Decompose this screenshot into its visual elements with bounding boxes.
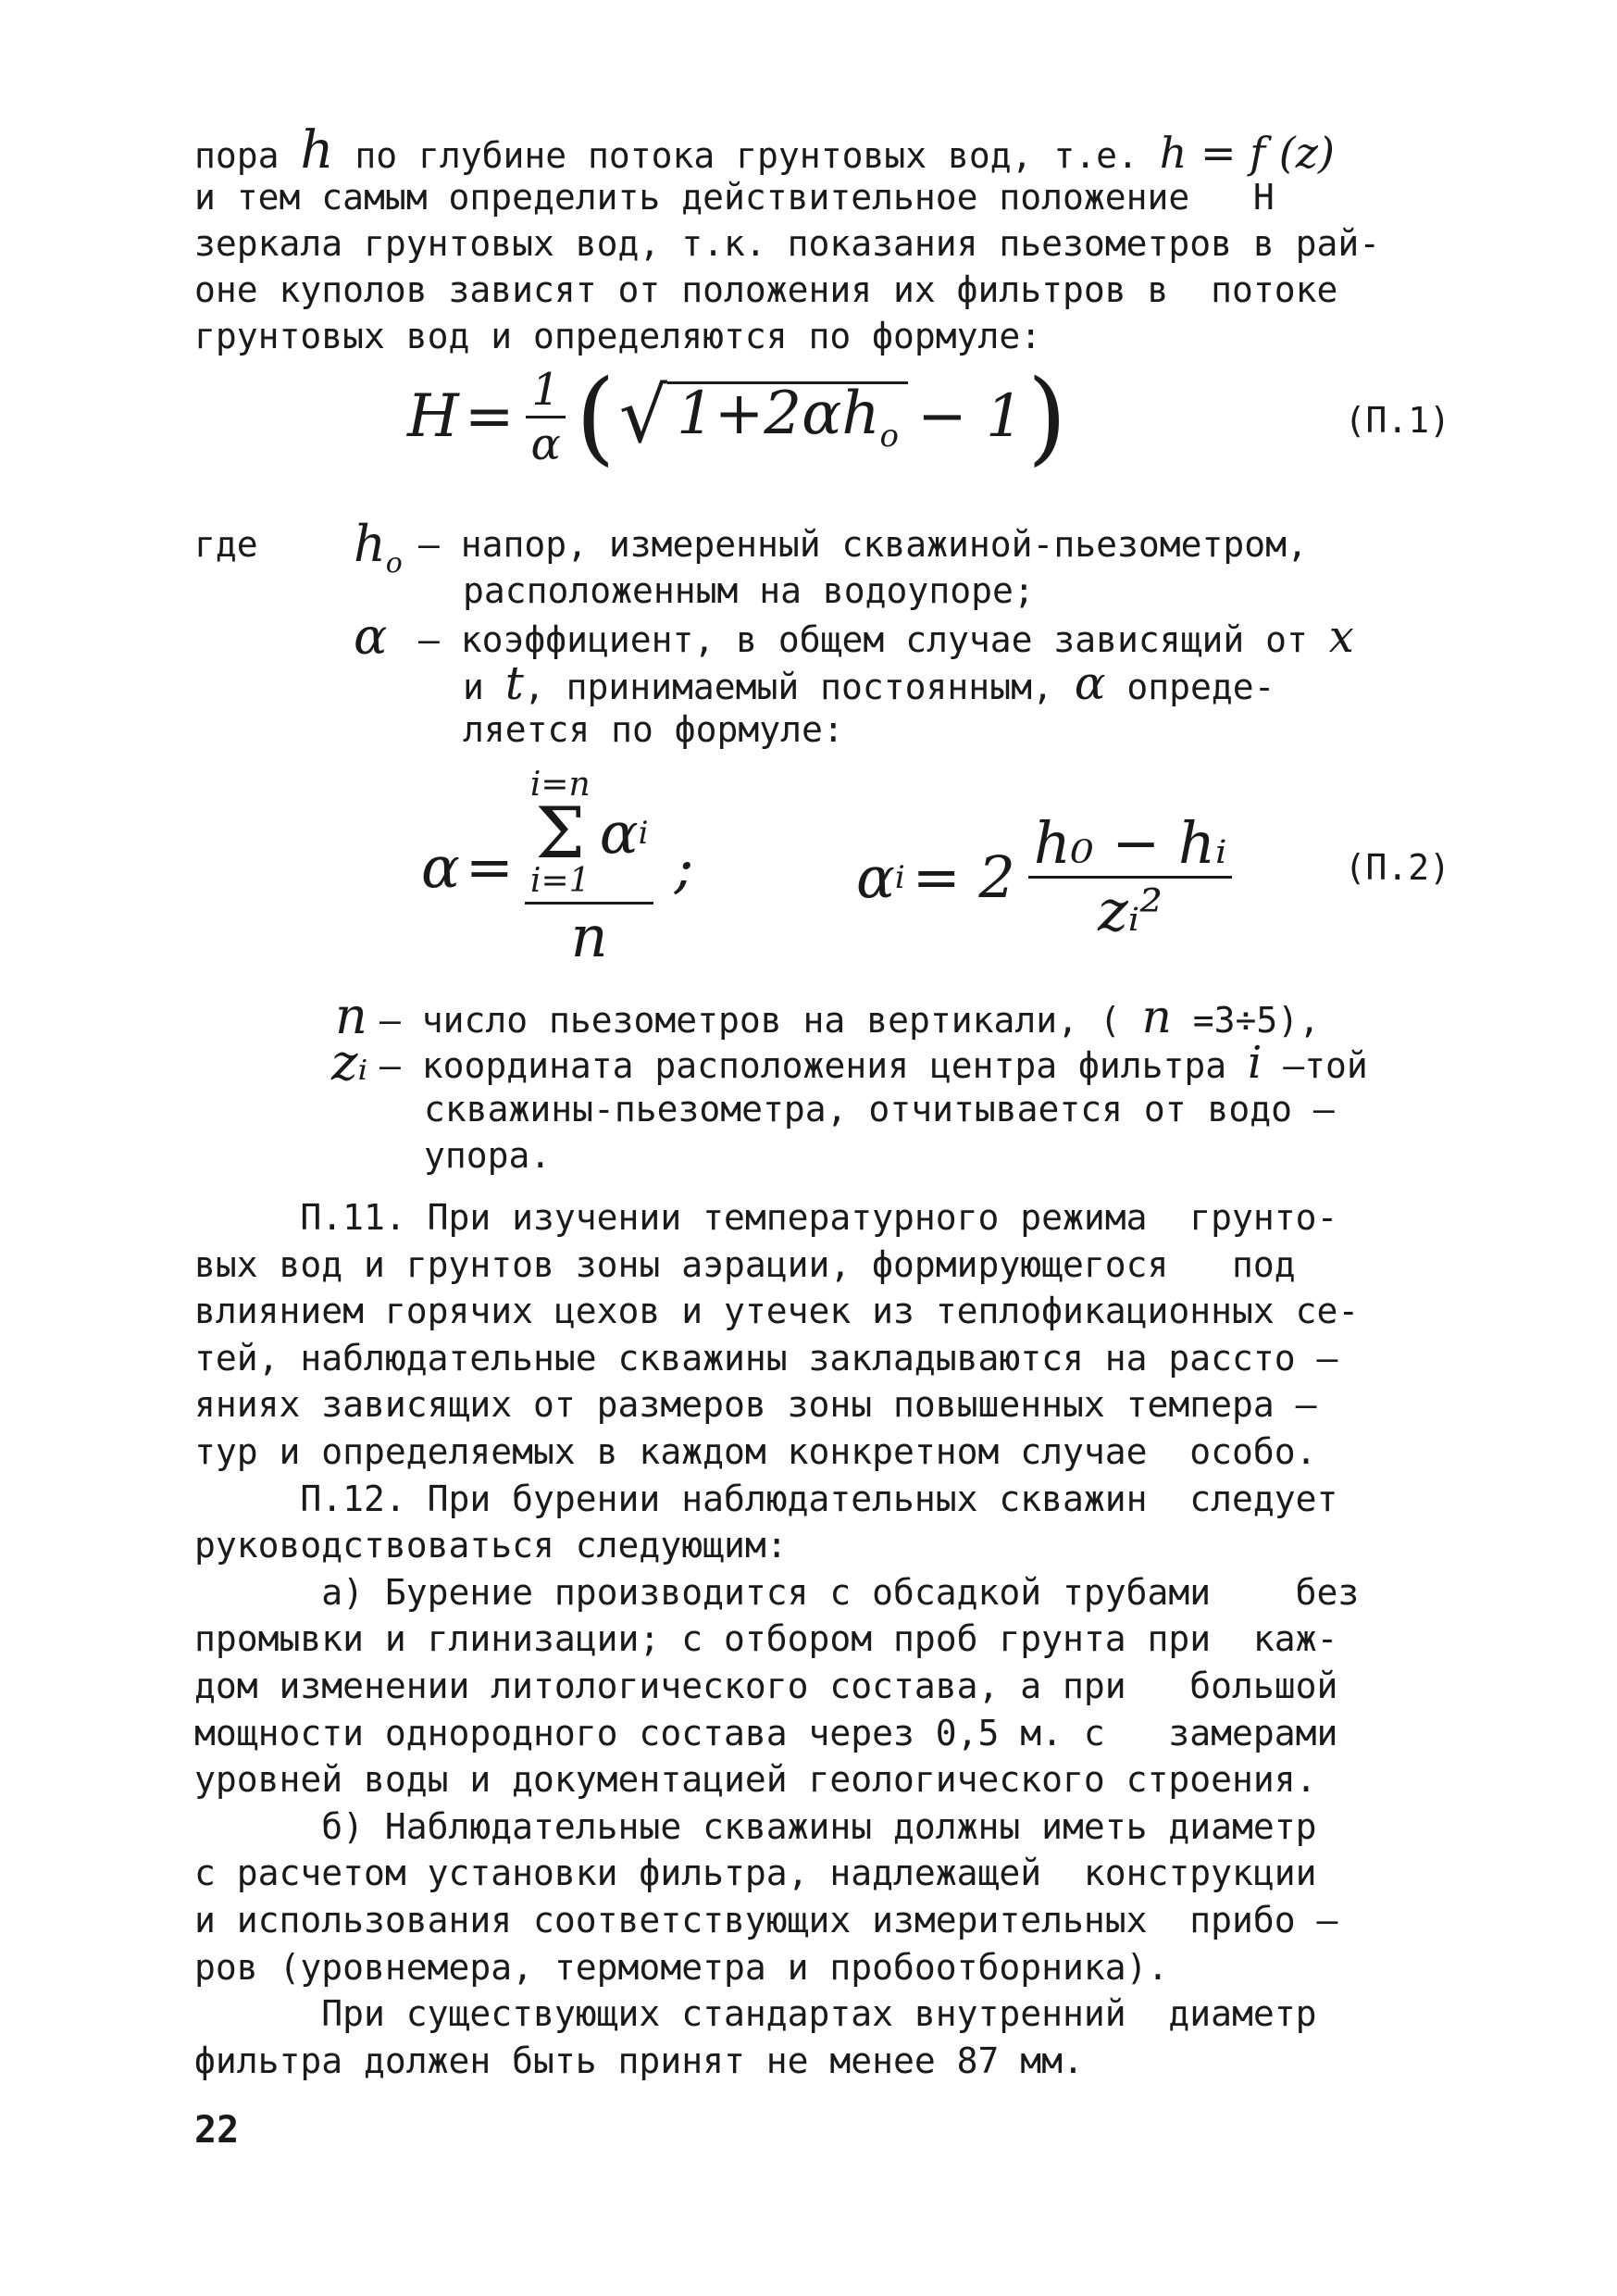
def-symbol-h0: $h_o$ [354,515,403,580]
text-line-body-9: а) Бурение производится с обсадкой трубами без [194,1571,1360,1613]
def-symbol-alpha: α [354,607,388,666]
text-line-body-3: влиянием горячих цехов и утечек из теплофикационных се- [194,1291,1360,1332]
math-radicand: 1+2αh [677,380,880,449]
math-x: x [1328,611,1354,663]
math-h: h [300,120,334,181]
text-line-body-19: фильтра должен быть принят не менее 87 мм. [194,2040,1084,2081]
text-line-body-17: ров (уровнемера, термометра и пробоотборника). [194,1946,1169,1988]
equation-number-p1: (П.1) [1344,400,1450,441]
math-equals: = [465,832,514,901]
math-alpha-i: α [599,799,639,867]
def-text-alpha: – коэффициент, в общем случае зависящий от x [418,611,1354,663]
def-text-zi-end: упора. [424,1135,552,1176]
text-line-body-6: тур и определяемых в каждом конкретном случае особо. [194,1431,1317,1472]
text-line-1 [194,120,1453,181]
text-line-body-10: промывки и глинизации; с отбором проб грунта при каж- [194,1618,1338,1660]
text-line-body-5: яниях зависящих от размеров зоны повышенных темпера – [194,1384,1317,1426]
formula-p2-alpha [421,766,694,971]
def-text-zi: – координата расположения центра фильтра i –той [379,1037,1368,1089]
text-line-body-16: и использования соответствующих измерительных прибо – [194,1900,1338,1940]
fraction [525,363,566,470]
sum-fraction: i=n Σ i=1 α i n [525,768,654,966]
def-text-h0-cont: расположенным на водоупоре; [463,570,1035,611]
def-symbol-zi: zᵢ [331,1033,368,1092]
text-line-body-13: уровней воды и документацией геологического строения. [194,1759,1317,1801]
math-t: t [504,656,524,710]
text-line-body-7: П.12. При бурении наблюдательных скважин следует [194,1478,1338,1519]
word: пора [194,135,280,176]
text-line-body-12: мощности однородного состава через 0,5 м. с замерами [194,1712,1338,1753]
equation-number-p2: (П.2) [1344,847,1450,888]
math-alpha: α [1074,656,1106,710]
denominator: zᵢ² [1098,877,1163,944]
denominator: α [530,418,561,470]
math-equals: = [464,382,515,451]
numerator: 1 [526,368,566,418]
text-line-body-11: дом изменении литологического состава, а при большой [194,1666,1338,1706]
text-line-top-3: оне куполов зависят от положения их фильтров в потоке [194,269,1338,310]
formula-p2-alpha-i: α i = 2 $\frac{\text{h₀ − hᵢ}}{\text{zᵢ²}}$ [856,815,1238,940]
page-number: 22 [194,2109,240,2152]
text-line-top-4: грунтовых вод и определяются по формуле: [194,316,1042,356]
text-line-body-18: При существующих стандартах внутренний диаметр [194,1993,1317,2035]
text-line-body-2: вых вод и грунтов зоны аэрации, формирующегося под [194,1243,1296,1285]
text-run: по глубине потока грунтовых вод, т.е. [354,135,1138,176]
sum-lower: i=1 [529,862,591,901]
text-line-top-2: зеркала грунтовых вод, т.к. показания пьезометров в рай- [194,223,1381,264]
sigma: Σ [535,792,586,874]
semicolon: ; [674,832,694,901]
def-text-h0: – напор, измеренный скважиной-пьезометром, [418,524,1308,565]
text-line-body-15: с расчетом установки фильтра, надлежащей конструкции [194,1853,1317,1894]
text-line-body-14: б) Наблюдательные скважины должны иметь диаметр [194,1805,1317,1847]
math-alpha: α [856,842,895,911]
text-line-body-1: П.11. При изучении температурного режима грунто- [194,1197,1338,1238]
denominator-n: n [570,903,608,971]
math-H: H [407,382,459,451]
math-equals-two: = 2 [912,842,1015,911]
formula-p1: H = $\frac{1}{\alpha}$ ( √ $1+2\alpha h_o$ − 1 ) [407,357,1067,476]
text-line-body-4: тей, наблюдательные скважины закладываются на расcто – [194,1337,1338,1379]
subscript: o [879,417,900,455]
math-minus-one: − 1 [917,382,1024,451]
summation [529,766,591,901]
math-alpha: α [421,832,460,901]
numerator: h₀ − hᵢ [1028,815,1233,879]
def-text-formula-intro: ляется по формуле: [463,709,844,750]
sum-upper: i=n [529,766,591,804]
def-symbol-n: n [335,987,367,1045]
sqrt-content [667,380,908,455]
text-line-body-8: руководствоваться следующим: [194,1525,788,1566]
def-text-zi-cont: скважины-пьезометра, отчитывается от водо – [424,1089,1335,1129]
math-function: h = f (z) [1159,128,1335,178]
def-text-n: – число пьезометров на вертикали, ( n =3÷5), [379,990,1320,1043]
where-label: где [194,524,258,565]
def-text-alpha-cont: и t, принимаемый постоянным, α опреде- [463,656,1275,710]
text-line-top-1: и тем самым определить действительное положение Н [194,177,1275,218]
